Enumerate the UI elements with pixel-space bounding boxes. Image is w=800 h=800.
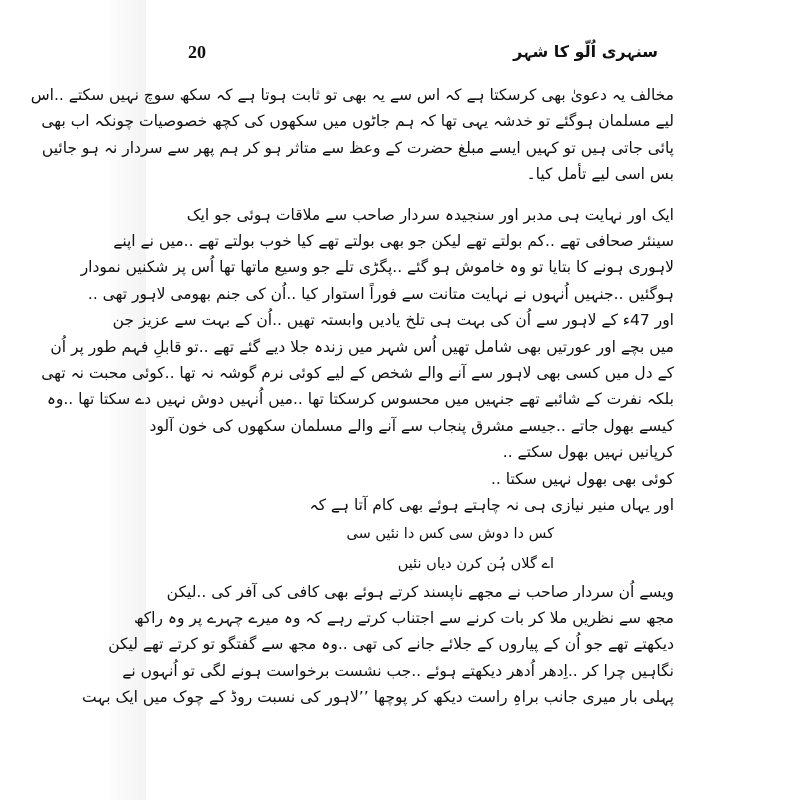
page-header — [188, 42, 658, 76]
text-line: بس اسی لیے تأمل کیا۔ — [526, 165, 674, 184]
text-line: مخالف یہ دعویٰ بھی کرسکتا ہے کہ اس سے یہ بھی تو ثابت ہوتا ہے کہ سکھ سوچ نہیں سکتے ..اس — [30, 86, 674, 104]
text-line: کرپانیں نہیں بھول سکتے .. — [502, 443, 674, 462]
text-line: میں بچے اور عورتیں بھی شامل تھیں اُس شہر میں زندہ جلا دیے گئے تھے ..تو قابلِ فہم طور پر اُن — [50, 337, 674, 356]
text-line: کیسے بھول جاتے ..جیسے مشرق پنجاب سے آنے والے مسلمان سکھوں کی خون آلود — [149, 416, 674, 435]
text-line: ایک اور نہایت ہی مدبر اور سنجیدہ سردار صاحب سے ملاقات ہوئی جو ایک — [186, 205, 674, 224]
text-line: پائی جاتی ہیں تو کہیں ایسے مبلغ حضرت کے وعظ سے متاثر ہو کر ہم پھر سے سردار نہ ہو جائیں — [41, 138, 674, 157]
text-line: اور یہاں منیر نیازی ہی نہ چاہتے ہوئے بھی کام آتا ہے کہ — [309, 496, 674, 515]
text-line: لاہوری ہونے کا بتایا تو وہ خاموش ہو گئے ..پگڑی تلے جو وسیع ماتھا تھا اُس پر شکنیں نمودار — [80, 258, 674, 277]
text-line: بلکہ نفرت کے شائبے تھے جنہیں میں محسوس کرسکتا تھا ..میں اُنہیں دوش نہیں دے سکتا تھا ..وہ — [46, 390, 674, 409]
verse-block — [174, 519, 674, 579]
text-line: پہلی بار میری جانب براہِ راست دیکھ کر پوچھا ’’لاہور کی نسبت روڈ کے چوک میں ایک بہت — [81, 688, 674, 707]
running-title: سنہری اُلّو کا شہر — [513, 42, 658, 61]
text-line: دیکھتے تھے جو اُن کے پیاروں کے جلائے جانے کی تھی ..وہ مجھ سے گفتگو تو کرتے تھے لیکن — [108, 635, 674, 654]
text-line: اور 47ء کے لاہور سے اُن کی بہت ہی تلخ یادیں وابستہ تھیں ..اُن کے بہت سے عزیز جن — [112, 311, 674, 330]
text-line: کے دل میں کسی بھی لاہور سے آنے والے شخص کے لیے کوئی نرم گوشہ نہ تھا ..کوئی محبت نہ تھی — [41, 364, 674, 383]
text-line: سینئر صحافی تھے ..کم بولتے تھے لیکن جو بھی بولتے تھے کیا خوب بولتے تھے ..میں نے اپنے — [113, 232, 674, 251]
text-line: لیے مسلمان ہوگئے تو خدشہ یہی تھا کہ ہم جاٹوں میں سکھوں کی کچھ خصوصیات چونکہ اب بھی — [41, 112, 674, 131]
text-line: کوئی بھی بھول نہیں سکتا .. — [490, 469, 674, 488]
text-line: ویسے اُن سردار صاحب نے مجھے ناپسند کرتے ہوئے بھی کافی کی آفر کی ..لیکن — [166, 582, 674, 601]
verse-line: اے گلاں ہُن کرن دیاں نئیں — [397, 555, 554, 572]
text-line: نگاہیں چرا کر ..اِدھر اُدھر دیکھتے ہوئے ..جب نشست برخواست ہونے لگی تو اُنہوں نے — [122, 661, 674, 680]
book-page — [30, 20, 686, 780]
text-line: ہوگئیں ..جنہیں اُنہوں نے نہایت متانت سے فوراً استوار کیا ..اُن کی جنم بھومی لاہور تھی .. — [87, 284, 674, 303]
paragraph-2 — [41, 202, 674, 492]
verse-intro — [174, 492, 674, 518]
text-line: مجھ سے نظریں ملا کر بات کرنے سے اجتناب کرتے رہے کہ وہ میرے چہرے پر وہ راکھ — [133, 608, 674, 627]
closing-paragraph — [81, 579, 674, 711]
verse-line: کس دا دوش سی کس دا نئیں سی — [346, 525, 554, 542]
page-number: 20 — [188, 42, 206, 62]
page-body — [30, 82, 674, 711]
paragraph-1 — [30, 82, 674, 188]
